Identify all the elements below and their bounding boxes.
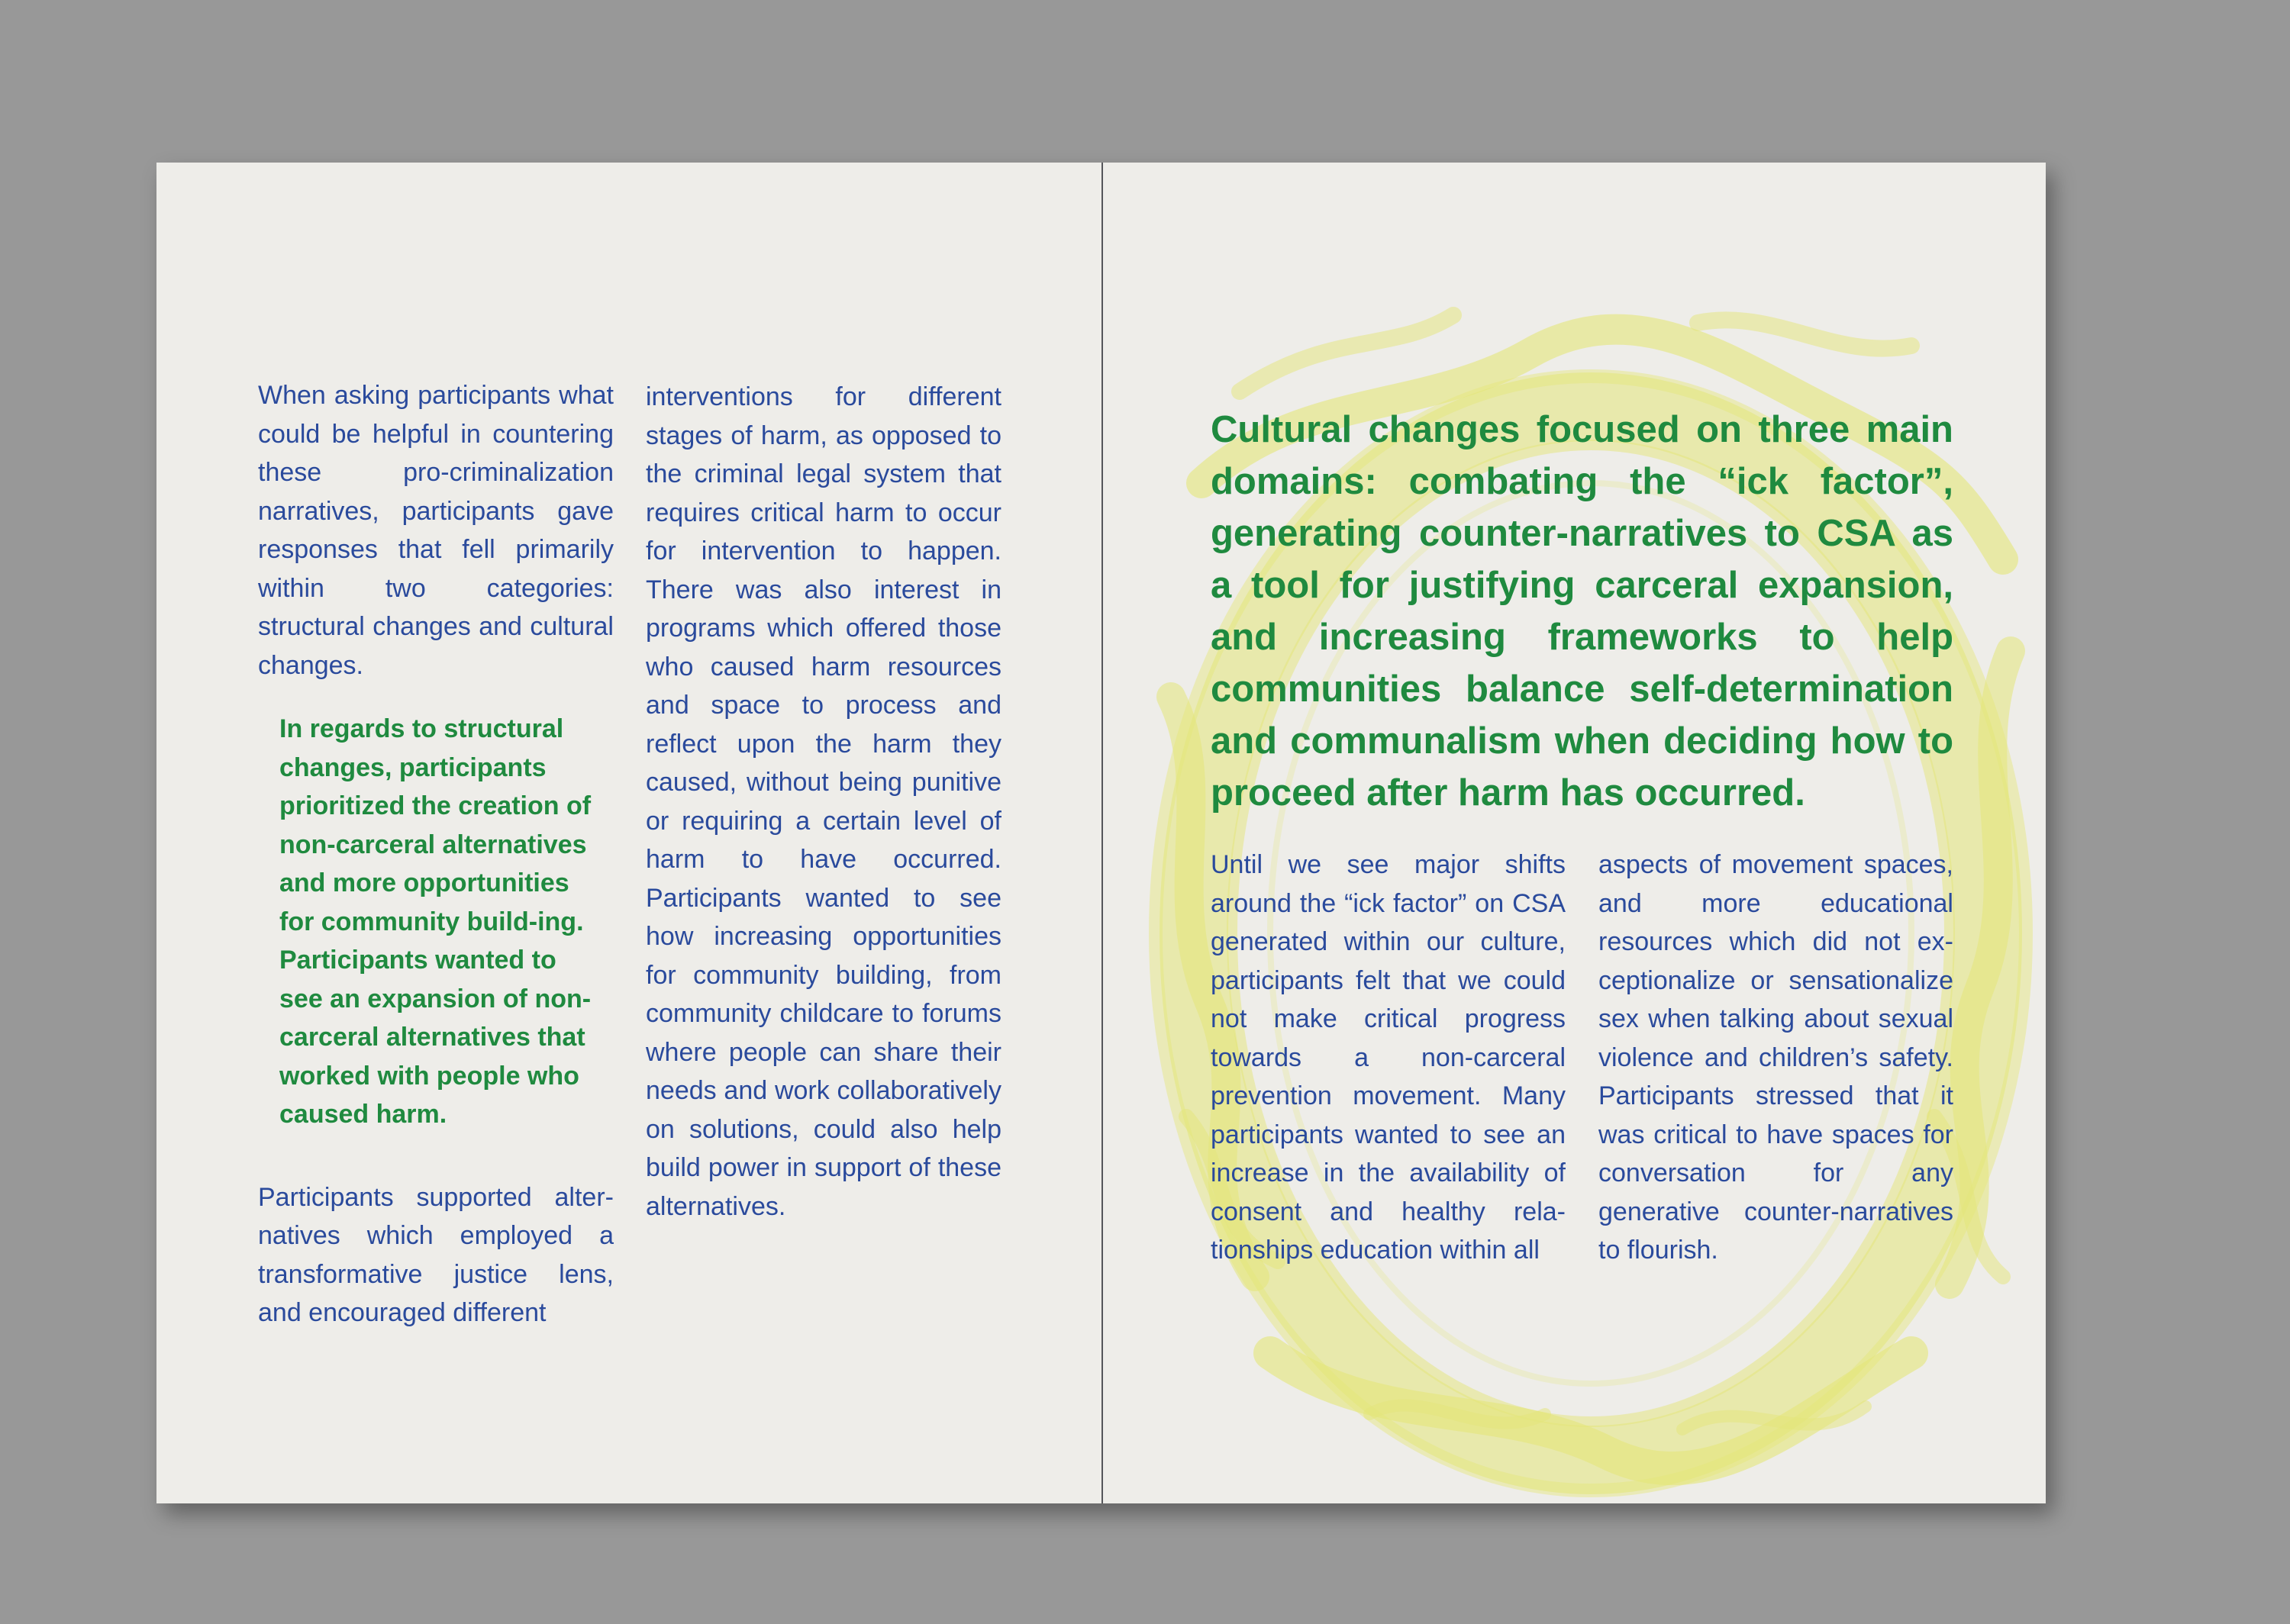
right-page-column-2: aspects of movement spaces, and more educational resources which did not exceptionalize or sensationalize sex when talking about sexual violence and children’s safety. Participants stressed that it was critical to have spaces for conversation for any generative counter-narratives to flourish.	[1598, 850, 1953, 1265]
booklet-spread	[156, 163, 2046, 1503]
right-page	[1102, 163, 2046, 1503]
pull-quote: In regards to structural changes, participants prioritized the creation of non-carceral alternatives and more opportunities for community build-ing. Participants wanted to see an expansion of non-carceral alternatives that worked with people who caused harm.	[279, 714, 592, 1129]
column-2-paragraph: interventions for different stages of harm, as opposed to the criminal legal system that requires critical harm to occur for intervention to happen. There was also interest in programs which offered those who caused harm resources and space to process and reflect upon the harm they caused, without being punitive or requiring a certain level of harm to have occurred. Participants wanted to see how increasing opportunities for community building, from community childcare to forums where people can share their needs and work collaboratively on solutions, could also help build power in support of these alternatives.	[646, 382, 1001, 1221]
left-page-column-2	[646, 378, 1001, 1226]
outro-paragraph: Participants supported alternatives which employed a transformative justice lens, and encouraged different	[258, 1182, 614, 1327]
headline-quote: Cultural changes focused on three main domains: combating the “ick factor”, generating counter-narratives to CSA as a tool for justifying carceral expansion, and increasing frameworks to help communities balance self-determination and communalism when deciding how to proceed after harm has occurred.	[1211, 409, 1953, 814]
swirl-pattern-background	[1102, 163, 2046, 1503]
left-page-column-1	[258, 376, 614, 1332]
left-page	[156, 163, 1101, 1503]
right-page-column-1: Until we see major shifts around the “ick factor” on CSA generated within our culture, participants felt that we could not make critical progress towards a non-carceral prevention movement. Many participants wanted to see an increase in the availability of consent and healthy relationships education within all	[1211, 850, 1566, 1265]
intro-paragraph: When asking participants what could be helpful in countering these pro-criminalization narratives, participants gave responses that fell primarily within two categories: structural changes and cultural changes.	[258, 381, 614, 680]
